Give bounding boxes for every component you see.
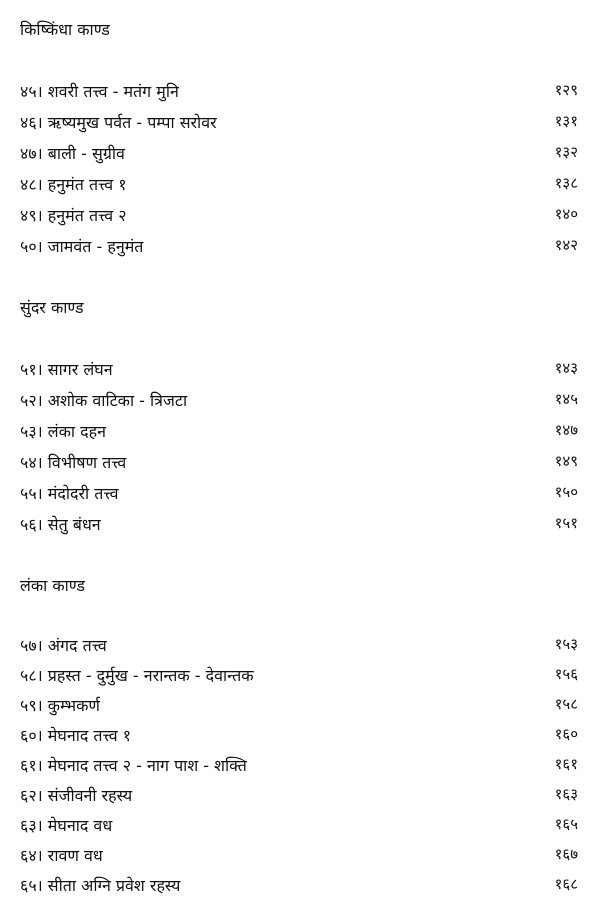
- entry-title: ४७। बाली - सुग्रीव: [20, 144, 125, 163]
- entry-page-number: १५३: [554, 635, 578, 653]
- entry-title: ४५। शवरी तत्त्व - मतंग मुनि: [20, 82, 179, 101]
- toc-entry: [0, 389, 600, 413]
- toc-entry: [0, 358, 600, 382]
- toc-entry: [0, 173, 600, 197]
- toc-entry: [0, 142, 600, 166]
- entry-title: ५०। जामवंत - हनुमंत: [20, 237, 144, 256]
- toc-entry: [0, 664, 600, 688]
- entry-title: ४८। हनुमंत तत्त्व १: [20, 175, 127, 194]
- section-title: लंका काण्ड: [20, 576, 85, 595]
- entry-page-number: १४०: [554, 205, 578, 223]
- entry-page-number: १५६: [554, 665, 578, 683]
- entry-page-number: १५८: [554, 695, 578, 713]
- toc-entry: [0, 111, 600, 135]
- toc-entry: [0, 844, 600, 868]
- toc-entry: [0, 451, 600, 475]
- toc-entry: [0, 482, 600, 506]
- toc-entry: [0, 874, 600, 898]
- entry-title: ५४। विभीषण तत्त्व: [20, 453, 127, 472]
- entry-title: ५७। अंगद तत्त्व: [20, 636, 107, 655]
- toc-entry: [0, 235, 600, 259]
- entry-page-number: १४३: [554, 359, 578, 377]
- entry-page-number: १३८: [554, 174, 578, 192]
- toc-entry: [0, 513, 600, 537]
- entry-page-number: १३१: [554, 112, 578, 130]
- entry-title: ६५। सीता अग्नि प्रवेश रहस्य: [20, 876, 181, 895]
- entry-title: ५१। सागर लंघन: [20, 360, 113, 379]
- entry-page-number: १६७: [554, 845, 578, 863]
- section-title: किष्किंधा काण्ड: [20, 20, 110, 39]
- entry-page-number: १६०: [554, 725, 578, 743]
- toc-entry: [0, 754, 600, 778]
- entry-page-number: १६८: [554, 875, 578, 893]
- toc-entry: [0, 204, 600, 228]
- entry-page-number: १४९: [554, 452, 578, 470]
- entry-title: ६२। संजीवनी रहस्य: [20, 786, 133, 805]
- toc-entry: [0, 634, 600, 658]
- toc-entry: [0, 420, 600, 444]
- toc-entry: [0, 80, 600, 104]
- entry-title: ५६। सेतु बंधन: [20, 515, 101, 534]
- entry-title: ५९। कुम्भकर्ण: [20, 696, 100, 715]
- toc-entry: [0, 724, 600, 748]
- entry-title: ४९। हनुमंत तत्त्व २: [20, 206, 127, 225]
- entry-title: ४६। ऋष्यमुख पर्वत - पम्पा सरोवर: [20, 113, 217, 132]
- entry-page-number: १६१: [554, 755, 578, 773]
- toc-entry: [0, 814, 600, 838]
- entry-title: ५२। अशोक वाटिका - त्रिजटा: [20, 391, 188, 410]
- entry-title: ६१। मेघनाद तत्त्व २ - नाग पाश - शक्ति: [20, 756, 247, 775]
- entry-page-number: १४७: [554, 421, 578, 439]
- entry-title: ५३। लंका दहन: [20, 422, 107, 441]
- entry-page-number: १४२: [554, 236, 578, 254]
- entry-page-number: १४५: [554, 390, 578, 408]
- entry-title: ६४। रावण वध: [20, 846, 103, 865]
- toc-entry: [0, 694, 600, 718]
- entry-title: ५५। मंदोदरी तत्त्व: [20, 484, 119, 503]
- entry-title: ६३। मेघनाद वध: [20, 816, 113, 835]
- entry-title: ६०। मेघनाद तत्त्व १: [20, 726, 132, 745]
- entry-page-number: १५१: [554, 514, 578, 532]
- entry-page-number: १५०: [554, 483, 578, 501]
- entry-page-number: १३२: [554, 143, 578, 161]
- toc-entry: [0, 784, 600, 808]
- section-title: सुंदर काण्ड: [20, 298, 84, 317]
- entry-title: ५८। प्रहस्त - दुर्मुख - नरान्तक - देवान्तक: [20, 666, 254, 685]
- entry-page-number: १६३: [554, 785, 578, 803]
- entry-page-number: १२९: [554, 81, 578, 99]
- entry-page-number: १६५: [554, 815, 578, 833]
